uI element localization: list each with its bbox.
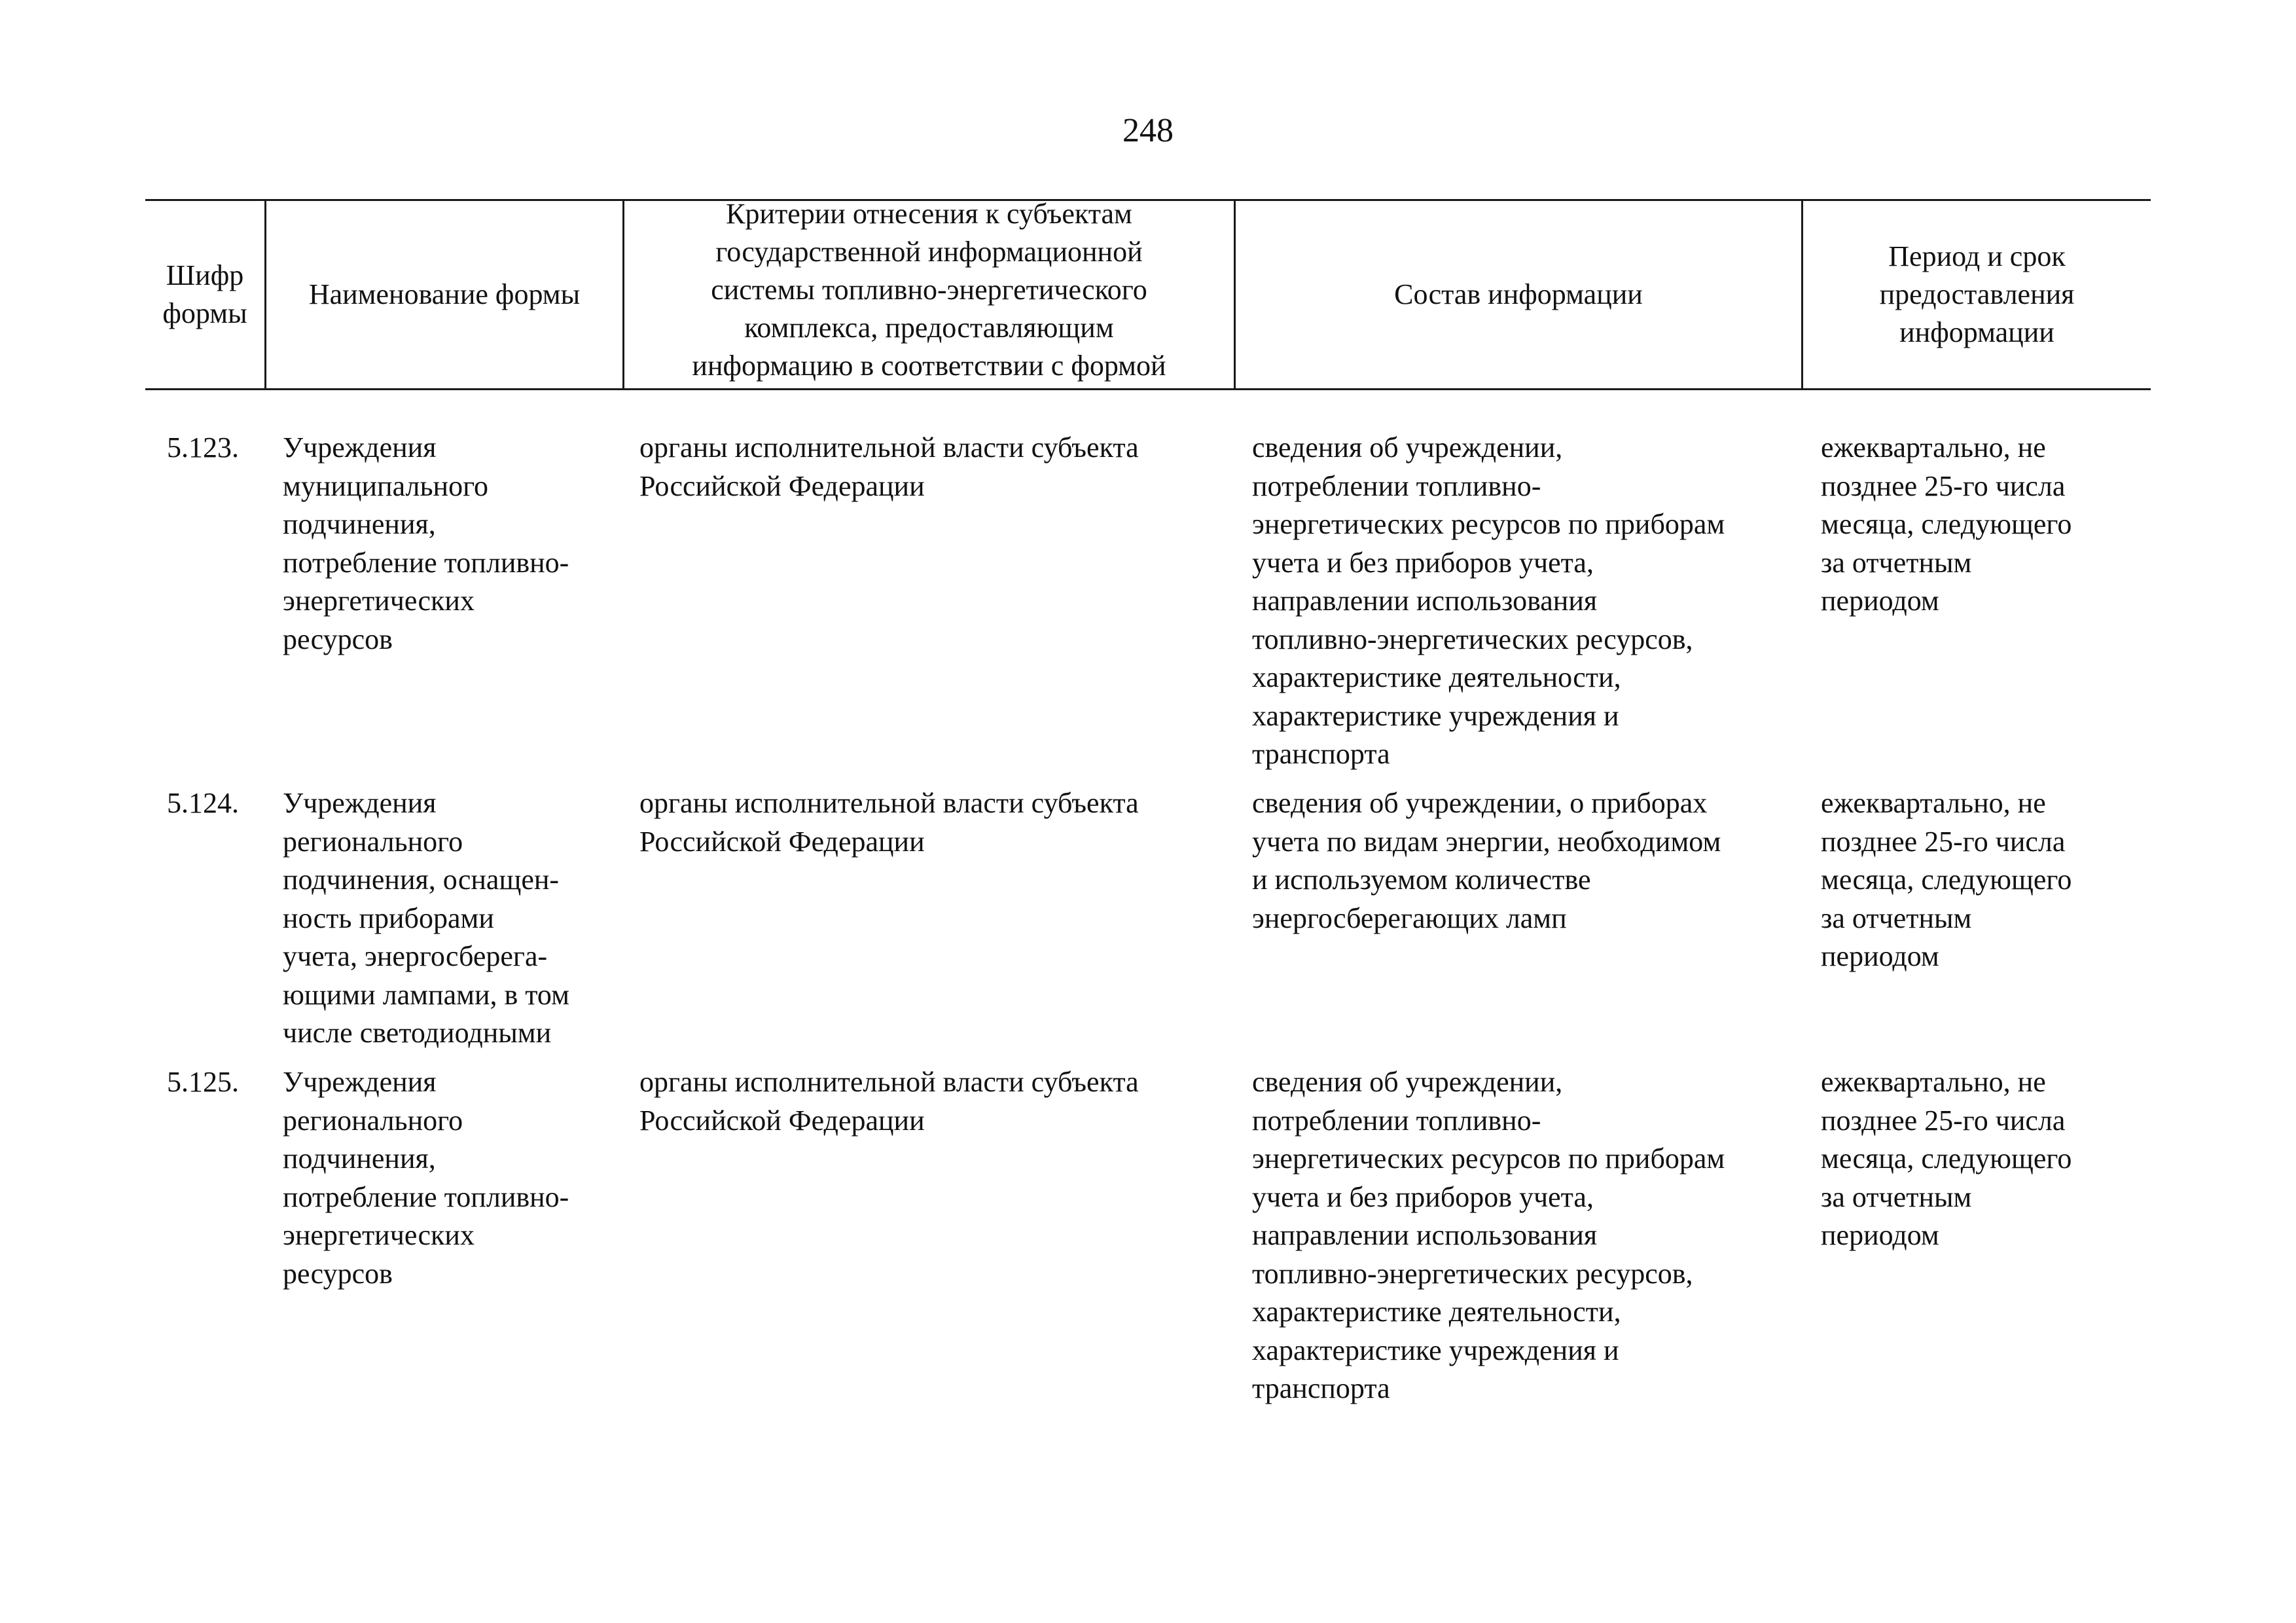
row-code: 5.125. <box>167 1066 239 1098</box>
row-code: 5.123. <box>167 431 239 464</box>
header-period: Период и срок предоставления информации <box>1879 240 2075 348</box>
header-info: Состав информации <box>1394 278 1643 310</box>
row-form-name: Учреждения регионального подчинения, оснащен- ность приборами учета, энергосберега- ющими лампами, в том числе светодиодными <box>283 787 569 1049</box>
row-criteria: органы исполнительной власти субъекта Российской Федерации <box>639 431 1139 502</box>
header-criteria: Критерии отнесения к субъектам государственной информационной системы топливно-энергетического комплекса, предоставляющим информацию в соответствии с формой <box>692 198 1166 382</box>
row-period: ежеквартально, не позднее 25-го числа месяца, следующего за отчетным периодом <box>1821 431 2072 617</box>
row-period: ежеквартально, не позднее 25-го числа месяца, следующего за отчетным периодом <box>1821 1066 2072 1251</box>
header-form-name: Наименование формы <box>308 278 581 310</box>
page-number: 248 <box>1122 112 1174 149</box>
row-criteria: органы исполнительной власти субъекта Российской Федерации <box>639 787 1139 858</box>
row-info: сведения об учреждении, о приборах учета по видам энергии, необходимом и используемом количестве энергосберегающих ламп <box>1252 787 1721 934</box>
row-period: ежеквартально, не позднее 25-го числа месяца, следующего за отчетным периодом <box>1821 787 2072 972</box>
row-info: сведения об учреждении, потреблении топливно- энергетических ресурсов по приборам учета и без приборов учета, направлении использования топливно-энергетических ресурсов, характеристике деятельности, характеристике учреждения и транспорта <box>1252 431 1725 770</box>
row-form-name: Учреждения регионального подчинения, потребление топливно- энергетических ресурсов <box>283 1066 569 1290</box>
row-form-name: Учреждения муниципального подчинения, потребление топливно- энергетических ресурсов <box>283 431 569 655</box>
row-code: 5.124. <box>167 787 239 819</box>
row-info: сведения об учреждении, потреблении топливно- энергетических ресурсов по приборам учета и без приборов учета, направлении использования топливно-энергетических ресурсов, характеристике деятельности, характеристике учреждения и транспорта <box>1252 1066 1725 1404</box>
row-criteria: органы исполнительной власти субъекта Российской Федерации <box>639 1066 1139 1137</box>
header-code: Шифр формы <box>162 259 247 329</box>
